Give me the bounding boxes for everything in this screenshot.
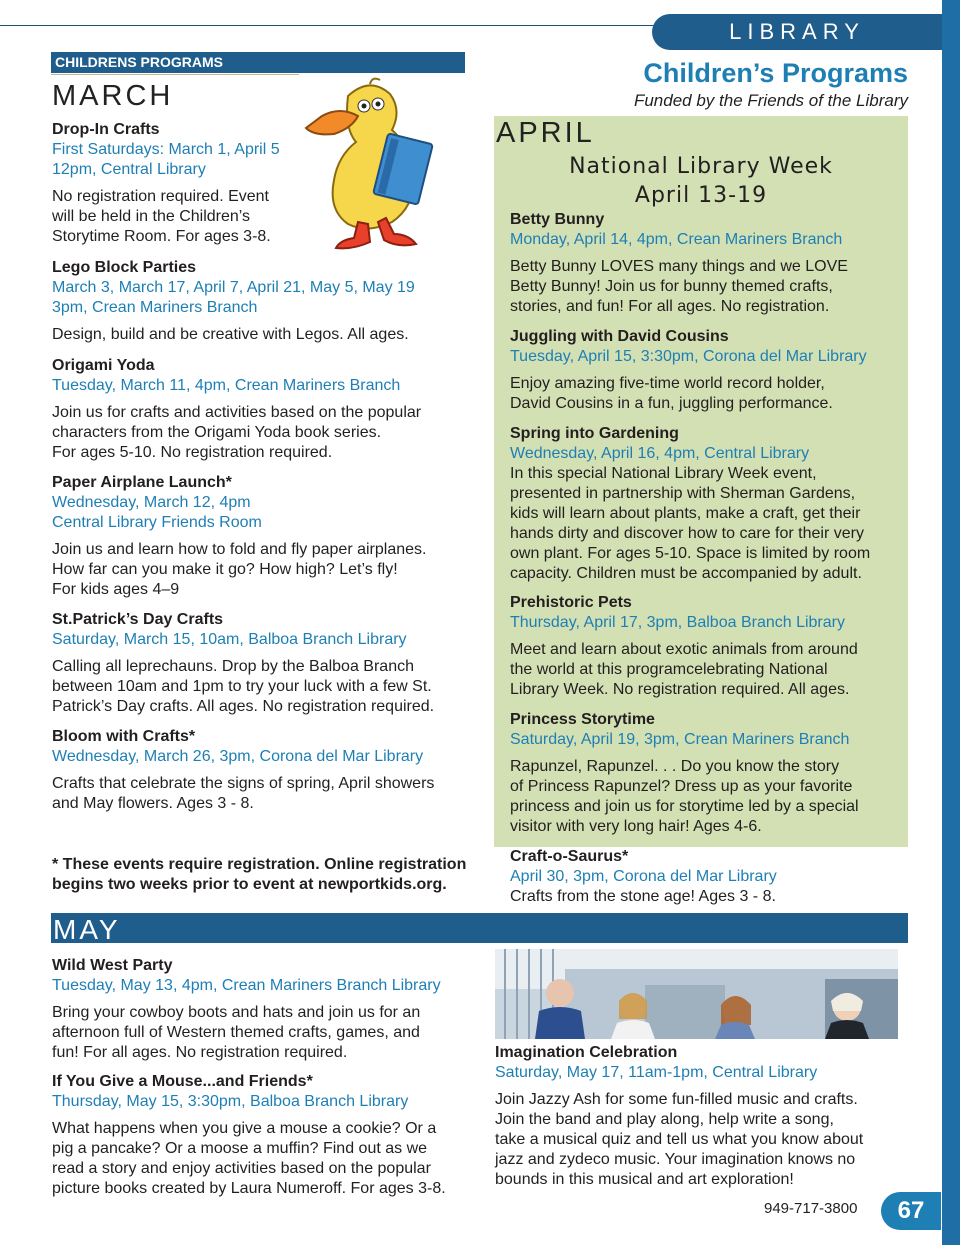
event-when: Saturday, May 17, 11am-1pm, Central Library	[495, 1064, 818, 1081]
event-desc: presented in partnership with Sherman Gardens,	[510, 485, 856, 502]
event-when: Wednesday, March 26, 3pm, Corona del Mar Library	[52, 748, 424, 765]
event-prehistoric-pets	[510, 593, 900, 700]
national-library-week-banner	[494, 152, 908, 210]
event-desc: of Princess Rapunzel? Dress up as your favorite	[510, 778, 853, 795]
top-rule	[0, 25, 660, 26]
category-label: CHILDRENS PROGRAMS	[55, 54, 224, 70]
march-heading: MARCH	[52, 80, 174, 112]
event-desc: What happens when you give a mouse a cookie? Or a	[52, 1120, 437, 1137]
event-desc: capacity. Children must be accompanied by adult.	[510, 565, 862, 582]
event-princess-storytime	[510, 710, 900, 837]
event-desc: For kids ages 4–9	[52, 581, 180, 598]
event-bloom-with-crafts	[52, 727, 472, 814]
event-title: Bloom with Crafts*	[52, 728, 196, 745]
event-origami-yoda	[52, 356, 472, 463]
event-when: 3pm, Crean Mariners Branch	[52, 299, 258, 316]
may-bar	[51, 913, 908, 943]
event-desc: visitor with very long hair! Ages 4-6.	[510, 818, 762, 835]
event-if-you-give-a-mouse	[52, 1072, 477, 1199]
event-desc: kids will learn about plants, make a craft, get their	[510, 505, 861, 522]
event-title: Imagination Celebration	[495, 1044, 678, 1061]
event-st-patricks-day-crafts	[52, 610, 472, 717]
event-desc: read a story and enjoy activities based on the popular	[52, 1160, 431, 1177]
event-desc: pig a pancake? Or a moose a muffin? Find out as we	[52, 1140, 428, 1157]
event-desc: stories, and fun! For all ages. No registration.	[510, 298, 830, 315]
event-desc: and May flowers. Ages 3 - 8.	[52, 795, 254, 812]
event-desc: Betty Bunny! Join us for bunny themed crafts,	[510, 278, 833, 295]
event-when: Wednesday, April 16, 4pm, Central Library	[510, 445, 810, 462]
event-craft-o-saurus	[510, 847, 900, 907]
event-desc: Join the band and play along, help write a song,	[495, 1111, 834, 1128]
event-imagination-celebration	[495, 1043, 900, 1190]
event-title: Spring into Gardening	[510, 425, 679, 442]
event-when: Tuesday, April 15, 3:30pm, Corona del Mar Library	[510, 348, 867, 365]
event-wild-west-party	[52, 956, 472, 1063]
page-subtitle: Funded by the Friends of the Library	[633, 91, 908, 110]
event-title: Prehistoric Pets	[510, 594, 632, 611]
event-desc: picture books created by Laura Numeroff. For ages 3-8.	[52, 1180, 446, 1197]
duck-illustration	[300, 76, 450, 254]
event-desc: characters from the Origami Yoda book series.	[52, 424, 382, 441]
event-desc: take a musical quiz and tell us what you know about	[495, 1131, 864, 1148]
event-title: Craft-o-Saurus*	[510, 848, 629, 865]
event-desc: How far can you make it go? How high? Let’s fly!	[52, 561, 398, 578]
event-desc: Patrick’s Day crafts. All ages. No registration required.	[52, 698, 435, 715]
event-desc: princess and join us for storytime led by a special	[510, 798, 859, 815]
event-when: March 3, March 17, April 7, April 21, May 5, May 19	[52, 279, 415, 296]
edge-stripe	[942, 0, 960, 1245]
page-number: 67	[881, 1192, 941, 1230]
event-desc: Join us for crafts and activities based on the popular	[52, 404, 422, 421]
event-desc: will be held in the Children’s	[52, 208, 251, 225]
event-desc: Bring your cowboy boots and hats and join us for an	[52, 1004, 421, 1021]
event-when: Wednesday, March 12, 4pm	[52, 494, 251, 511]
registration-note	[52, 855, 466, 895]
event-desc: bounds in this musical and art exploration!	[495, 1171, 794, 1188]
event-title: Betty Bunny	[510, 211, 605, 228]
nlw-title: National Library Week	[569, 154, 833, 179]
event-lego-block-parties	[52, 258, 472, 345]
event-desc: jazz and zydeco music. Your imagination knows no	[495, 1151, 856, 1168]
event-desc: Enjoy amazing five-time world record holder,	[510, 375, 825, 392]
event-desc: Library Week. No registration required. All ages.	[510, 681, 850, 698]
event-desc: Meet and learn about exotic animals from around	[510, 641, 858, 658]
event-when: Thursday, April 17, 3pm, Balboa Branch Library	[510, 614, 845, 631]
event-when: Central Library Friends Room	[52, 514, 262, 531]
event-when: Tuesday, March 11, 4pm, Crean Mariners Branch	[52, 377, 401, 394]
event-desc: Crafts that celebrate the signs of spring, April showers	[52, 775, 435, 792]
event-title: Drop-In Crafts	[52, 121, 160, 138]
event-title: Wild West Party	[52, 957, 173, 974]
event-title: Paper Airplane Launch*	[52, 474, 232, 491]
note-line: begins two weeks prior to event at newportkids.org.	[52, 876, 447, 893]
section-tab: LIBRARY	[652, 14, 942, 50]
event-when: Saturday, April 19, 3pm, Crean Mariners Branch	[510, 731, 850, 748]
event-desc: No registration required. Event	[52, 188, 269, 205]
event-desc: For ages 5-10. No registration required.	[52, 444, 333, 461]
event-desc: Rapunzel, Rapunzel. . . Do you know the story	[510, 758, 840, 775]
event-title: Origami Yoda	[52, 357, 155, 374]
event-title: Princess Storytime	[510, 711, 655, 728]
event-desc: Join us and learn how to fold and fly paper airplanes.	[52, 541, 427, 558]
event-desc: afternoon full of Western themed crafts, games, and	[52, 1024, 420, 1041]
note-line: * These events require registration. Online registration	[52, 856, 467, 873]
event-desc: Join Jazzy Ash for some fun-filled music and crafts.	[495, 1091, 858, 1108]
event-drop-in-crafts	[52, 120, 297, 247]
event-when: Monday, April 14, 4pm, Crean Mariners Branch	[510, 231, 843, 248]
event-desc: David Cousins in a fun, juggling performance.	[510, 395, 833, 412]
event-desc: Storytime Room. For ages 3-8.	[52, 228, 271, 245]
event-juggling-david-cousins	[510, 327, 900, 414]
event-when: 12pm, Central Library	[52, 161, 206, 178]
event-title: Juggling with David Cousins	[510, 328, 729, 345]
category-bar	[51, 52, 465, 73]
event-desc: Betty Bunny LOVES many things and we LOVE	[510, 258, 848, 275]
event-when: April 30, 3pm, Corona del Mar Library	[510, 868, 777, 885]
page-title: Children’s Programs	[643, 58, 908, 88]
nlw-dates: April 13-19	[634, 183, 768, 208]
event-desc: Design, build and be creative with Legos. All ages.	[52, 326, 409, 343]
event-when: Tuesday, May 13, 4pm, Crean Mariners Branch Library	[52, 977, 441, 994]
event-when: First Saturdays: March 1, April 5	[52, 141, 280, 158]
event-spring-into-gardening	[510, 424, 905, 584]
event-title: St.Patrick’s Day Crafts	[52, 611, 224, 628]
event-desc: hands dirty and discover how to care for their very	[510, 525, 864, 542]
event-when: Thursday, May 15, 3:30pm, Balboa Branch Library	[52, 1093, 409, 1110]
event-desc: Crafts from the stone age! Ages 3 - 8.	[510, 888, 776, 905]
event-desc: In this special National Library Week event,	[510, 465, 817, 482]
event-when: Saturday, March 15, 10am, Balboa Branch Library	[52, 631, 407, 648]
event-betty-bunny	[510, 210, 900, 317]
imagination-celebration-photo	[495, 949, 898, 1039]
event-paper-airplane-launch	[52, 473, 472, 600]
event-desc: fun! For all ages. No registration required.	[52, 1044, 348, 1061]
category-underline	[51, 74, 299, 75]
event-desc: Calling all leprechauns. Drop by the Balboa Branch	[52, 658, 414, 675]
event-desc: own plant. For ages 5-10. Space is limited by room	[510, 545, 871, 562]
event-desc: between 10am and 1pm to try your luck with a few St.	[52, 678, 432, 695]
may-heading: MAY	[53, 914, 121, 945]
april-heading: APRIL	[496, 117, 595, 149]
event-desc: the world at this programcelebrating National	[510, 661, 828, 678]
event-title: Lego Block Parties	[52, 259, 197, 276]
event-title: If You Give a Mouse...and Friends*	[52, 1073, 313, 1090]
phone-number: 949-717-3800	[764, 1200, 858, 1217]
